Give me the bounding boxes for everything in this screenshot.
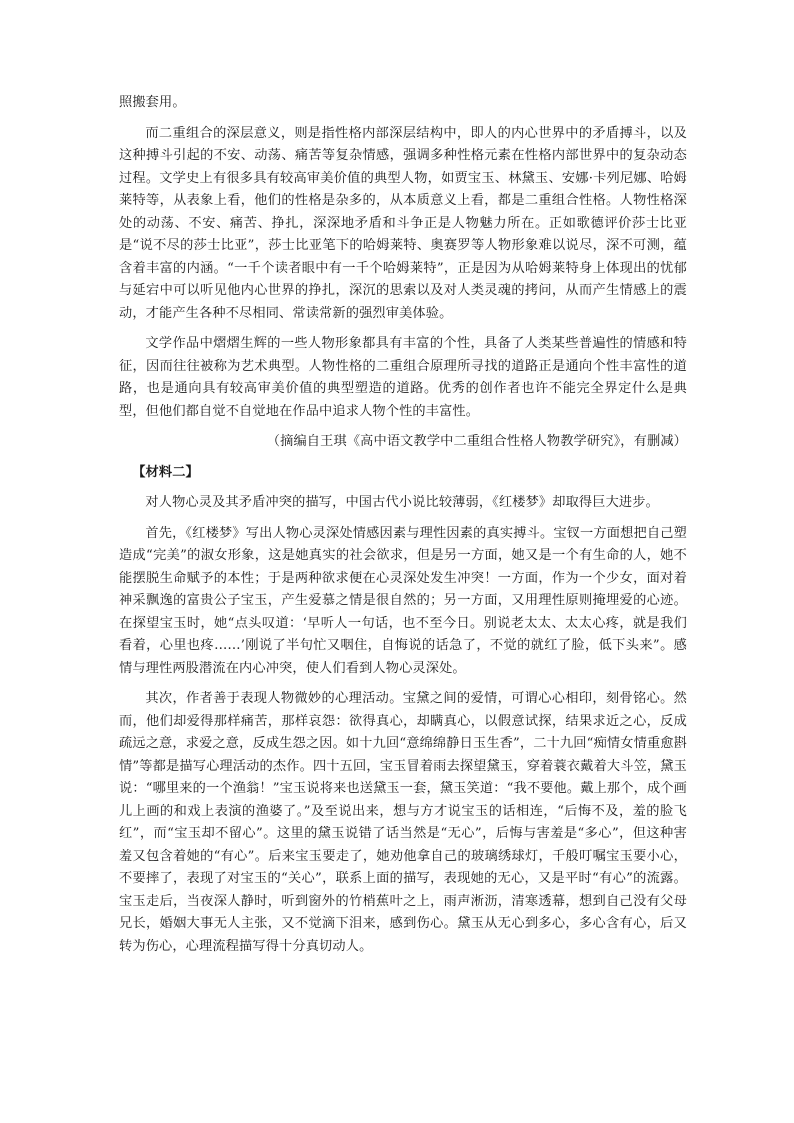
source-citation: （摘编自王琪《高中语文教学中二重组合性格人物教学研究》，有删减） <box>266 434 687 449</box>
paragraph-deep-meaning: 而二重组合的深层意义，则是指性格内部深层结构中，即人的内心世界中的矛盾搏斗，以及这种搏斗引起的不安、动荡、痛苦等复杂情感，强调多种性格元素在性格内部世界中的复杂动态过程。文学史上有很多具有较高审美价值的典型人物，如贾宝玉、林黛玉、安娜·卡列尼娜、哈姆莱特等，从表象上看，他们的性格是杂多的，从本质意义上看，都是二重组合性格。人物性格深处的动荡、不安、痛苦、挣扎，深深地矛盾和斗争正是人物魅力所在。正如歌德评价莎士比亚是“说不尽的莎士比亚”，莎士比亚笔下的哈姆莱特、奥赛罗等人物形象难以说尽，深不可测，蕴含着丰富的内涵。“一千个读者眼中有一千个哈姆莱特”，正是因为从哈姆莱特身上体现出的忧郁与延宕中可以听见他内心世界的挣扎，深沉的思索以及对人类灵魂的拷问，从而产生情感上的震动，才能产生各种不尽相同、常读常新的强烈审美体验。 <box>119 125 687 321</box>
paragraph-intro-hongloumeng: 对人物心灵及其矛盾冲突的描写，中国古代小说比较薄弱，《红楼梦》却取得巨大进步。 <box>145 495 659 510</box>
paragraph-artistic-typical: 文学作品中熠熠生辉的一些人物形象都具有丰富的个性，具备了人类某些普遍性的情感和特征，因而往往被称为艺术典型。人物性格的二重组合原理所寻找的道路正是通向个性丰富性的道路，也是通向具有较高审美价值的典型塑造的道路。优秀的创作者也许不能完全界定什么是典型，但他们都自觉不自觉地在作品中追求人物个性的丰富性。 <box>119 336 687 419</box>
paragraph-second-point: 其次，作者善于表现人物微妙的心理活动。宝黛之间的爱情，可谓心心相印，刻骨铭心。然而，他们却爱得那样痛苦，那样哀怨：欲得真心，却瞒真心，以假意试探，结果求近之心，反成疏远之意，求爱之意，反成生怨之因。如十九回“意绵绵静日玉生香”，二十九回“痴情女情重愈斟情”等都是描写心理活动的杰作。四十五回，宝玉冒着雨去探望黛玉，穿着蓑衣戴着大斗笠，黛玉说：“哪里来的一个渔翁！”宝玉说将来也送黛玉一套，黛玉笑道：“我不要他。戴上那个，成个画儿上画的和戏上表演的渔婆了。”及至说出来，想与方才说宝玉的话相连，“后悔不及，羞的脸飞红”，而“宝玉却不留心”。这里的黛玉说错了话当然是“无心”，后悔与害羞是“多心”，但这种害羞又包含着她的“有心”。后来宝玉要走了，她劝他拿自己的玻璃绣球灯，千般叮嘱宝玉要小心，不要摔了，表现了对宝玉的“关心”，联系上面的描写，表现她的无心，又是平时“有心”的流露。宝玉走后，当夜深人静时，听到窗外的竹梢蕉叶之上，雨声淅沥，清寒透幕，想到自己没有父母兄长，婚姻大事无人主张，又不觉滴下泪来，感到伤心。黛玉从无心到多心，多心含有心，后又转为伤心，心理流程描写得十分真切动人。 <box>119 691 687 954</box>
document-page <box>119 92 687 966</box>
paragraph-first-point: 首先，《红楼梦》写出人物心灵深处情感因素与理性因素的真实搏斗。宝钗一方面想把自己塑造成“完美”的淑女形象，这是她真实的社会欲求，但是另一方面，她又是一个有生命的人，她不能摆脱生命赋予的本性；于是两种欲求便在心灵深处发生冲突！一方面，作为一个少女，面对着神采飘逸的富贵公子宝玉，产生爱慕之情是很自然的；另一方面，又用理性原则掩埋爱的心迹。在探望宝玉时，她“点头叹道：‘早听人一句话，也不至今日。别说老太太、太太心疼，就是我们看着，心里也疼……’刚说了半句忙又咽住，自悔说的话急了，不觉的就红了脸，低下头来”。感情与理性两股潜流在内心冲突，使人们看到人物心灵深处。 <box>119 525 687 676</box>
material-two-heading: 【材料二】 <box>132 464 199 480</box>
paragraph-continuation: 照搬套用。 <box>119 95 186 110</box>
